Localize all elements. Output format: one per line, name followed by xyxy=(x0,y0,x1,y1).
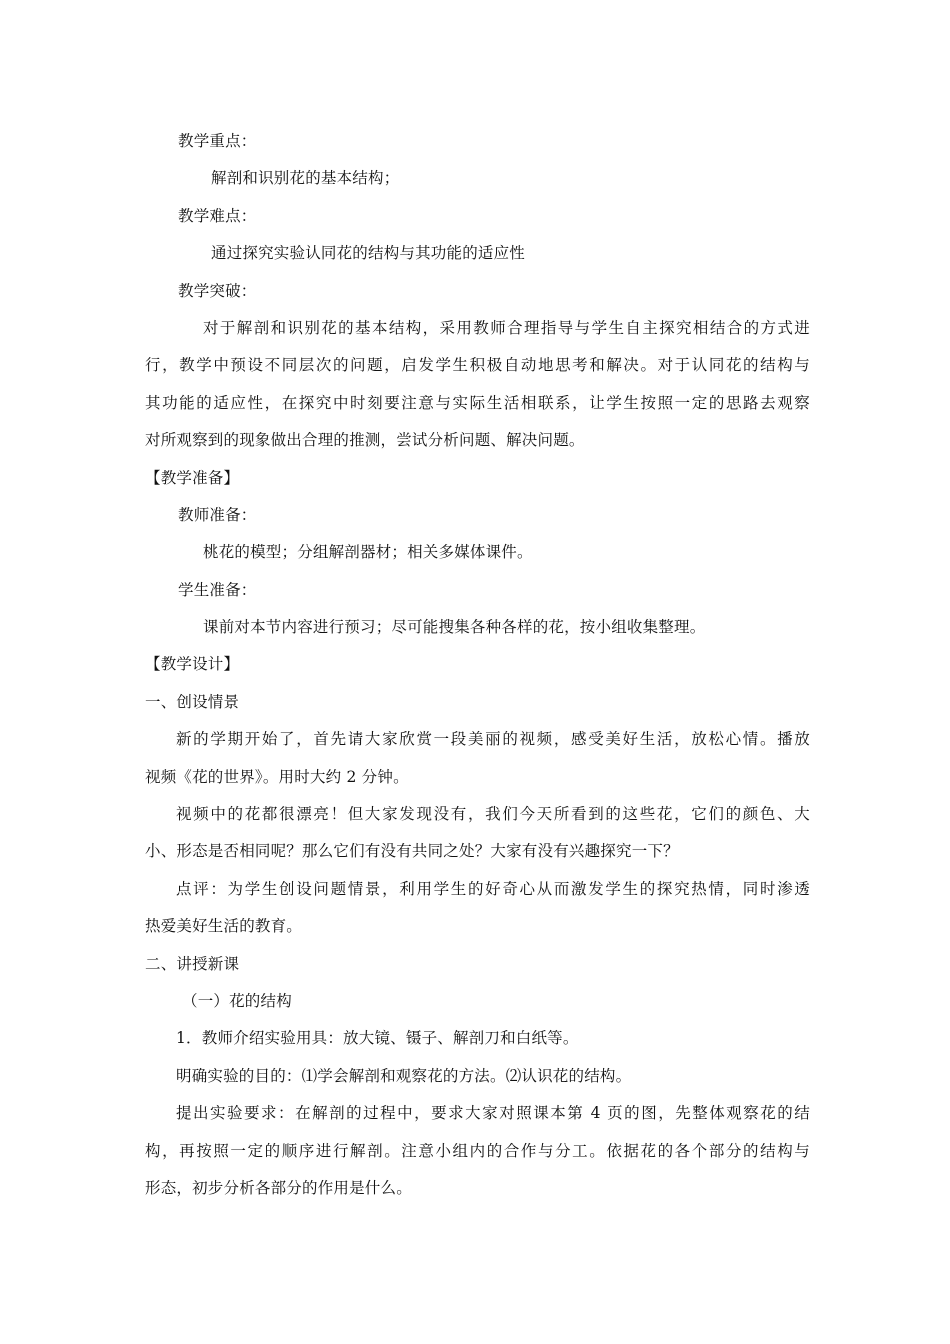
paragraph-line: 视频《花的世界》。用时大约 2 分钟。 xyxy=(145,767,409,786)
subsection-heading-new-lesson: 二、讲授新课 xyxy=(145,954,240,973)
paragraph-line: 视频中的花都很漂亮！但大家发现没有，我们今天所看到的这些花，它们的颜色、大 xyxy=(176,805,810,824)
paragraph-line: 热爱美好生活的教育。 xyxy=(145,917,303,936)
paragraph-line: 新的学期开始了，首先请大家欣赏一段美丽的视频，感受美好生活，放松心情。播放 xyxy=(176,730,810,749)
paragraph-line: 对所观察到的现象做出合理的推测，尝试分析问题、解决问题。 xyxy=(145,431,585,450)
paragraph-line: 1．教师介绍实验用具：放大镜、镊子、解剖刀和白纸等。 xyxy=(176,1029,579,1048)
paragraph-line: 对于解剖和识别花的基本结构，采用教师合理指导与学生自主探究相结合的方式进 xyxy=(203,318,810,337)
heading-teacher-preparation: 教师准备： xyxy=(178,505,257,524)
subsection-heading-scenario: 一、创设情景 xyxy=(145,692,240,711)
text-teaching-difficulty: 通过探究实验认同花的结构与其功能的适应性 xyxy=(211,244,526,263)
paragraph-line: 行，教学中预设不同层次的问题，启发学生积极自动地思考和解决。对于认同花的结构与 xyxy=(145,356,810,375)
text-teacher-preparation: 桃花的模型；分组解剖器材；相关多媒体课件。 xyxy=(203,543,533,562)
heading-student-preparation: 学生准备： xyxy=(178,580,257,599)
heading-teaching-difficulty: 教学难点： xyxy=(178,206,257,225)
subsection-heading-flower-structure: （一）花的结构 xyxy=(182,991,292,1010)
document-body xyxy=(145,123,810,1207)
heading-teaching-breakthrough: 教学突破： xyxy=(178,281,257,300)
paragraph-line: 形态，初步分析各部分的作用是什么。 xyxy=(145,1178,412,1197)
paragraph-line: 点评：为学生创设问题情景，利用学生的好奇心从而激发学生的探究热情，同时渗透 xyxy=(176,879,810,898)
paragraph-line: 小、形态是否相同呢？那么它们有没有共同之处？大家有没有兴趣探究一下？ xyxy=(145,842,679,861)
paragraph-line: 构，再按照一定的顺序进行解剖。注意小组内的合作与分工。依据花的各个部分的结构与 xyxy=(145,1141,810,1160)
section-heading-preparation: 【教学准备】 xyxy=(145,468,240,487)
heading-teaching-focus: 教学重点： xyxy=(178,132,257,150)
paragraph-line: 明确实验的目的：⑴学会解剖和观察花的方法。⑵认识花的结构。 xyxy=(176,1066,632,1085)
paragraph-line: 其功能的适应性，在探究中时刻要注意与实际生活相联系，让学生按照一定的思路去观察 xyxy=(145,393,810,412)
text-teaching-focus: 解剖和识别花的基本结构； xyxy=(211,169,400,188)
paragraph-line: 提出实验要求：在解剖的过程中，要求大家对照课本第 4 页的图，先整体观察花的结 xyxy=(176,1104,810,1123)
text-student-preparation: 课前对本节内容进行预习；尽可能搜集各种各样的花，按小组收集整理。 xyxy=(203,618,706,637)
section-heading-design: 【教学设计】 xyxy=(145,655,240,674)
